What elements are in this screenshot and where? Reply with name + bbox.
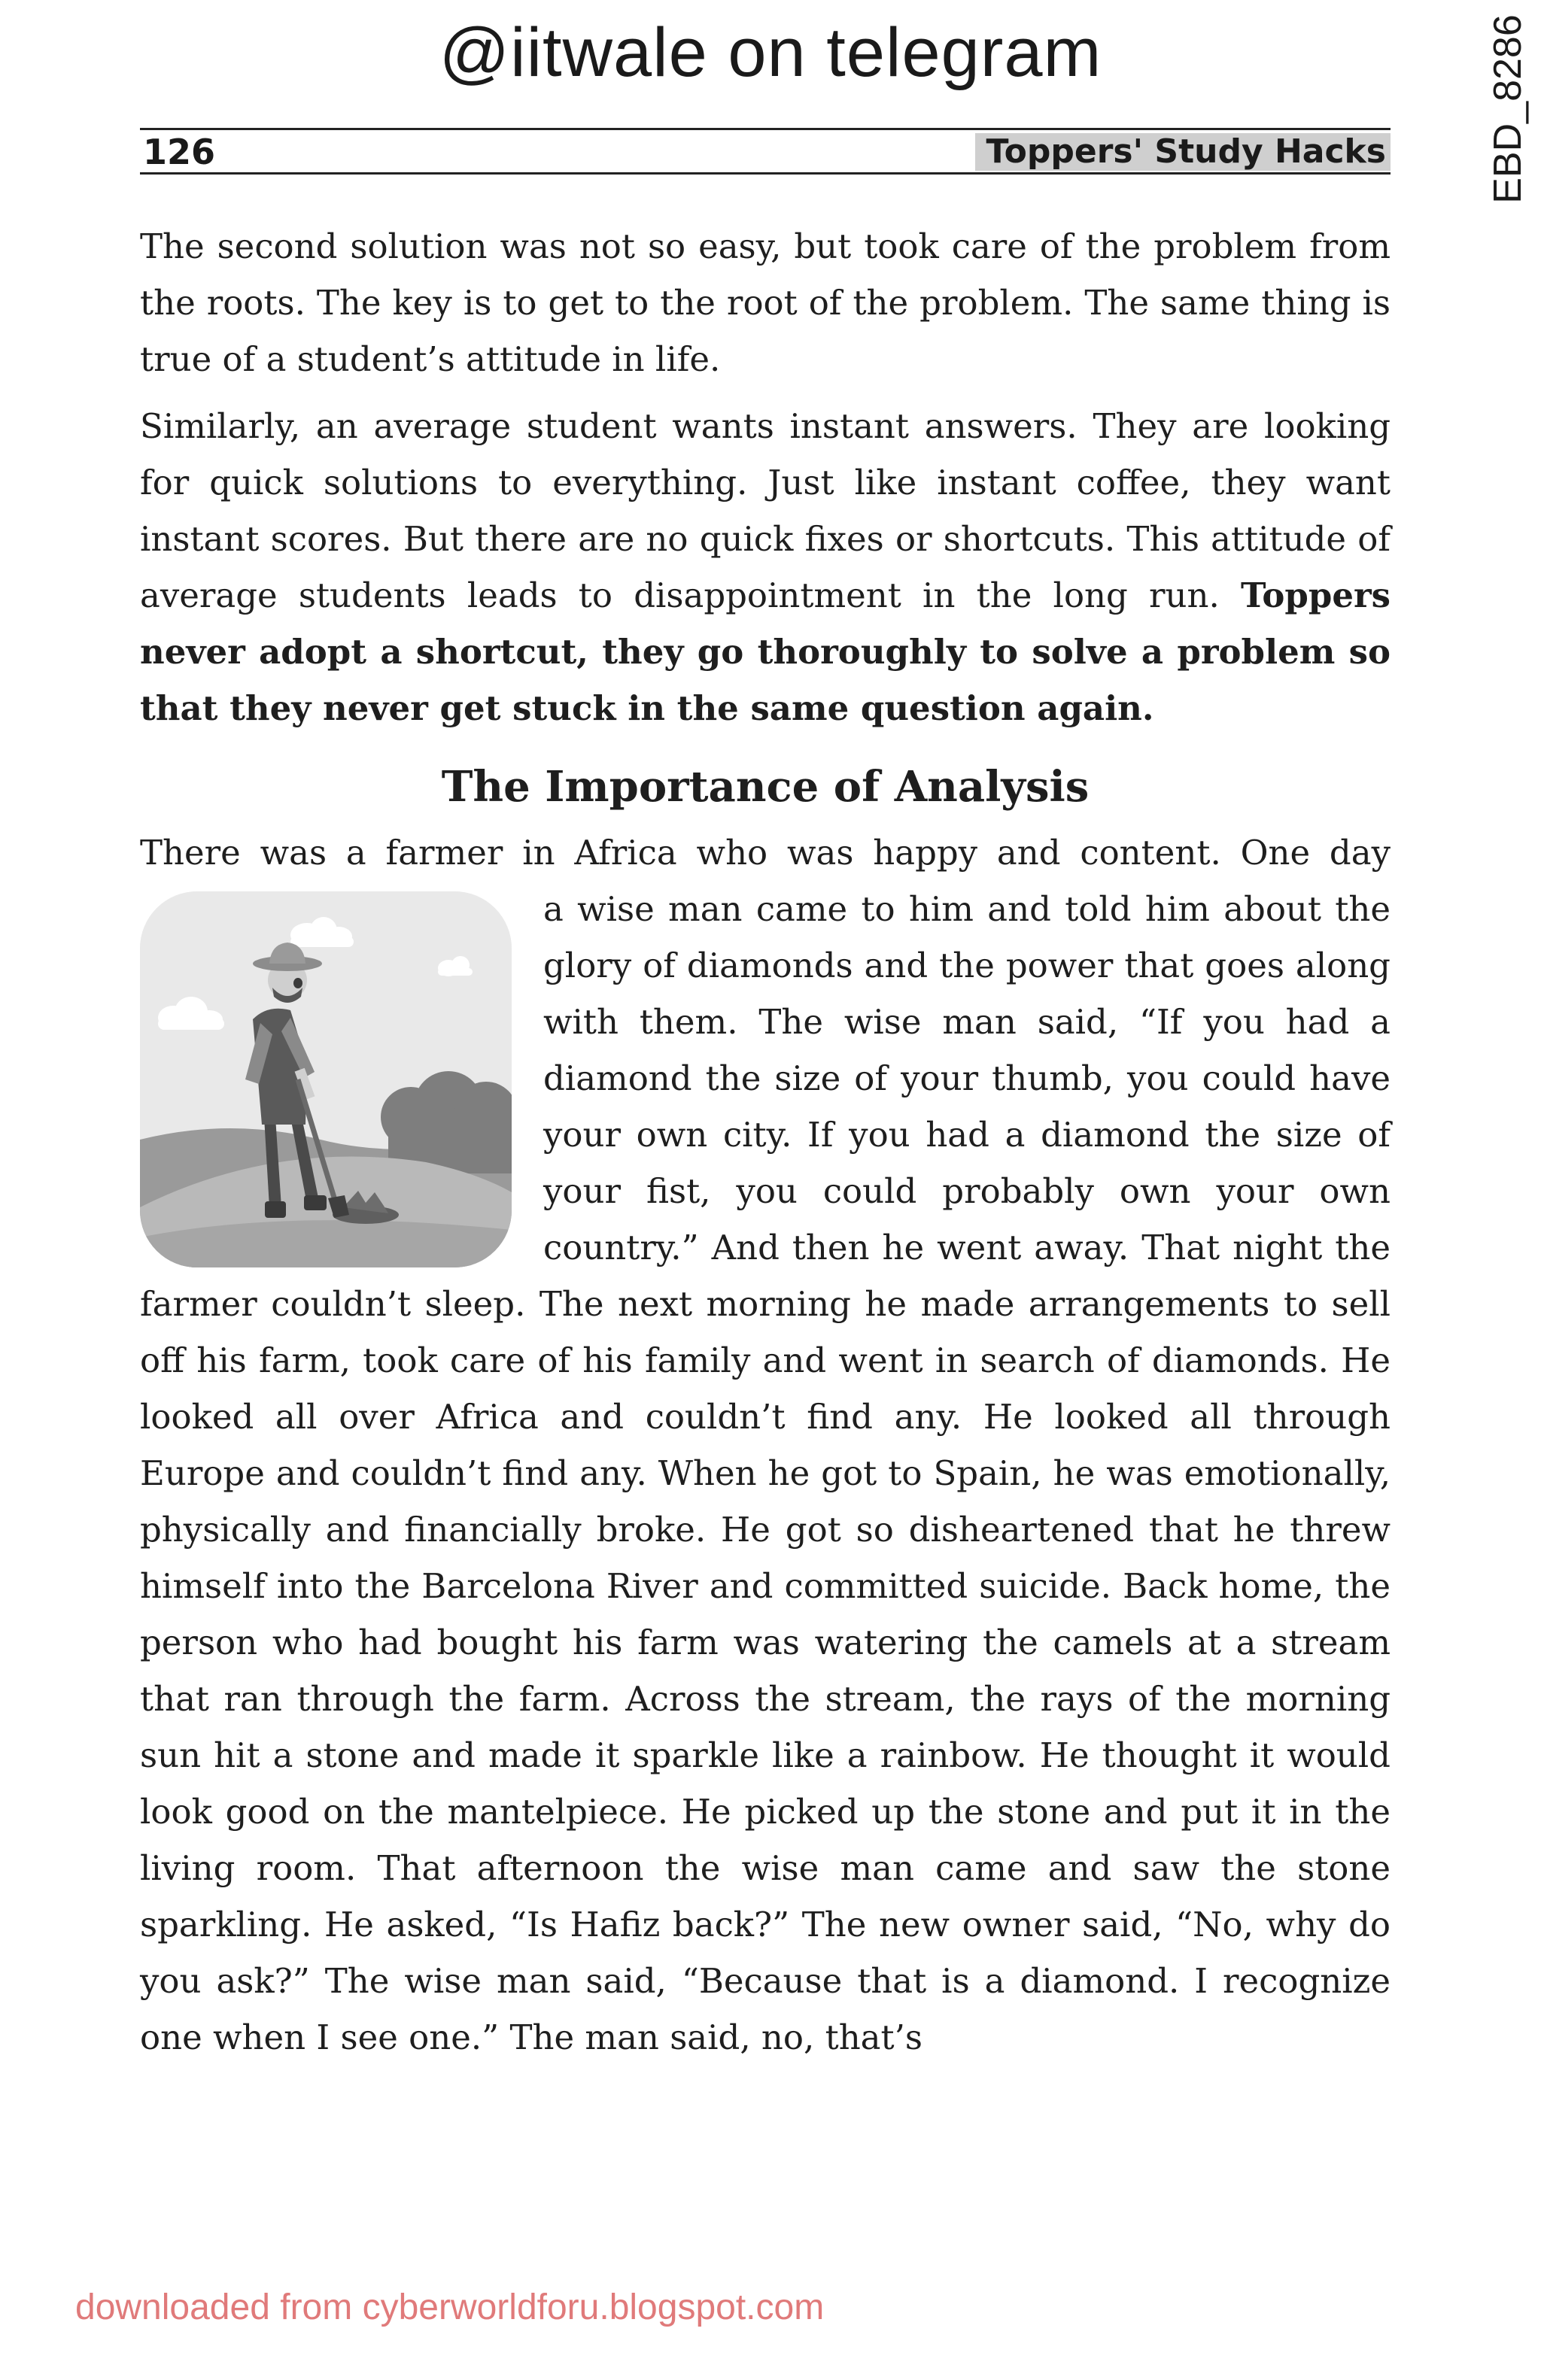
section-heading: The Importance of Analysis [441, 762, 1090, 812]
book-title: Toppers' Study Hacks [975, 133, 1391, 171]
page-body [140, 218, 1391, 2076]
farmer-illustration-svg [140, 891, 512, 1267]
paragraph-1: The second solution was not so easy, but took care of the problem from the roots. The key is to get to the root of the problem. The same thing is true of a student’s attitude in life. [140, 226, 1391, 379]
paragraph-2-text: Similarly, an average student wants instant answers. They are looking for quick solutions to everything. Just like instant coffee, they want instant scores. But there are no quick fixes or shortcuts. This attitude of average students leads to disappointment in the long run. [140, 406, 1391, 615]
farmer-digging-illustration [140, 891, 512, 1267]
telegram-watermark: @iitwale on telegram [439, 14, 1102, 91]
document-code-text: EBD_8286 [1486, 14, 1530, 204]
paragraph-2-emphasis: Toppers never adopt a shortcut, they go thoroughly to solve a problem so that they never get stuck in the same question again. [140, 575, 1391, 728]
document-code [1475, 0, 1541, 218]
page-number: 126 [143, 132, 216, 172]
paragraph-3: a wise man came to him and told him about the glory of diamonds and the power that goes along with them. The wise man said, “If you had a diamond the size of your thumb, you could have your own city. If you had a diamond the size of your fist, you could probably own your own country.” And then he went away. That night the farmer couldn’t sleep. The next morning he made arrangements to sell off his farm, took care of his family and went in search of diamonds. He looked all over Africa and couldn’t find any. He looked all through Europe and couldn’t find any. When he got to Spain, he was emotionally, physically and financially broke. He got so disheartened that he threw himself into the Barcelona River and committed suicide. Back home, the person who had bought his farm was watering the camels at a stream that ran through the farm. Across the stream, the rays of the morning sun hit a stone and made it sparkle like a rainbow. He thought it would look good on the mantelpiece. He picked up the stone and put it in the living room. That afternoon the wise man came and saw the stone sparkling. He asked, “Is Hafiz back?” The new owner said, “No, why do you ask?” The wise man said, “Because that is a diamond. I recognize one when I see one.” The man said, no, that’s [140, 889, 1391, 2057]
paragraph-2 [140, 398, 1391, 736]
running-header [140, 128, 1391, 175]
paragraph-3-first-line: There was a farmer in Africa who was happy and content. One day [140, 833, 1391, 873]
source-footer-link: downloaded from cyberworldforu.blogspot.com [75, 2287, 825, 2327]
